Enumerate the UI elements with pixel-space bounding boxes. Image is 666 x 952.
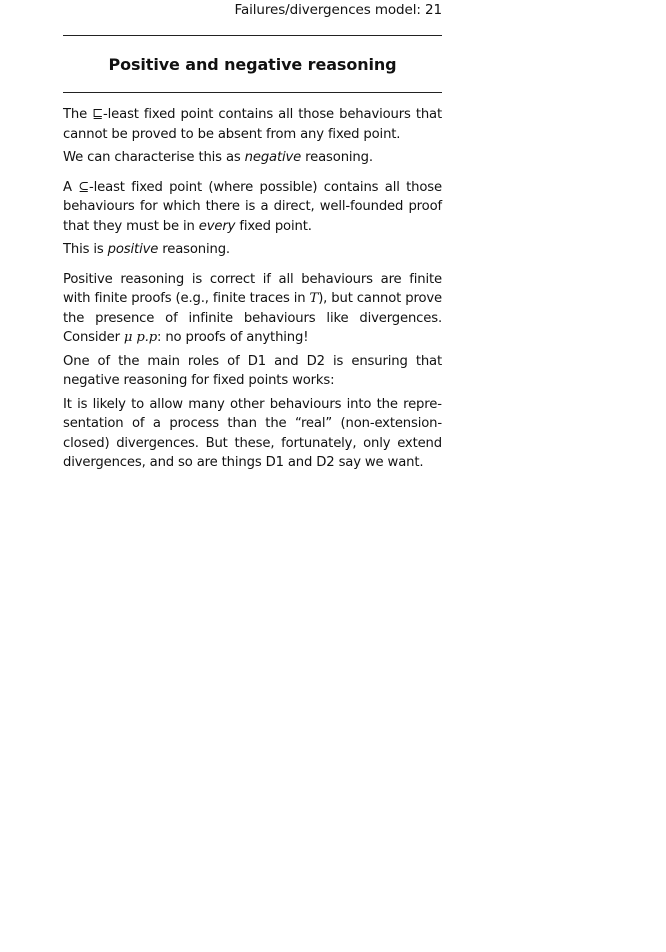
running-header: Failures/divergences model: 21 — [234, 2, 442, 18]
paragraph-text: : no proofs of anything! — [157, 330, 309, 345]
paragraph-text: The — [63, 107, 93, 122]
emphasis-positive: positive — [107, 242, 159, 257]
paragraph-positive-label — [63, 240, 442, 260]
paragraph-text: Positive reasoning is correct if all behaviours are finite with finite proofs (e.g., finite traces in — [63, 271, 442, 306]
paragraph-negative-definition — [63, 105, 442, 144]
paragraph-text: A — [63, 179, 79, 195]
paragraph-positive-reasoning — [63, 270, 442, 348]
paragraph-text: reasoning. — [158, 242, 230, 257]
title-bottom-rule — [63, 92, 442, 93]
paragraph-text: -least fixed point contains all those behaviours that cannot be proved to be absent from any fixed point. — [63, 107, 443, 142]
paragraph-text: reasoning. — [301, 150, 373, 165]
slide-body — [63, 105, 442, 473]
slide-page — [63, 0, 442, 477]
paragraph-text: ), but cannot prove the presence of infinite behaviours like divergences. Consider — [63, 291, 442, 345]
slide-title: Positive and negative reasoning — [108, 55, 397, 74]
paragraph-d1-d2-roles: One of the main roles of D1 and D2 is ensuring that negative reasoning for fixed points works: — [63, 353, 442, 388]
paragraph-extension-closure: It is likely to allow many other behaviours into the representation of a process than the “real” (non-extension-closed) divergences. But these, fortunately, only extend divergences, and so are things D1 and D2 say we want. — [63, 396, 442, 470]
paragraph-text: -least fixed point (where possible) contains all those behaviours for which there is a direct, well-founded proof that they must be in — [63, 179, 442, 234]
paragraph-positive-definition — [63, 178, 442, 237]
recursion-expression: μ p.p — [123, 330, 158, 345]
paragraph-text: We can characterise this as — [63, 150, 245, 165]
traces-model-symbol: T — [309, 291, 319, 306]
emphasis-negative: negative — [244, 150, 302, 165]
paragraph-negative-label — [63, 148, 442, 168]
paragraph-text: fixed point. — [235, 218, 312, 234]
subset-order-symbol: ⊆ — [78, 179, 90, 195]
emphasis-every: every — [198, 218, 236, 234]
refinement-order-symbol: ⊑ — [92, 107, 104, 122]
paragraph-text: This is — [63, 242, 108, 257]
